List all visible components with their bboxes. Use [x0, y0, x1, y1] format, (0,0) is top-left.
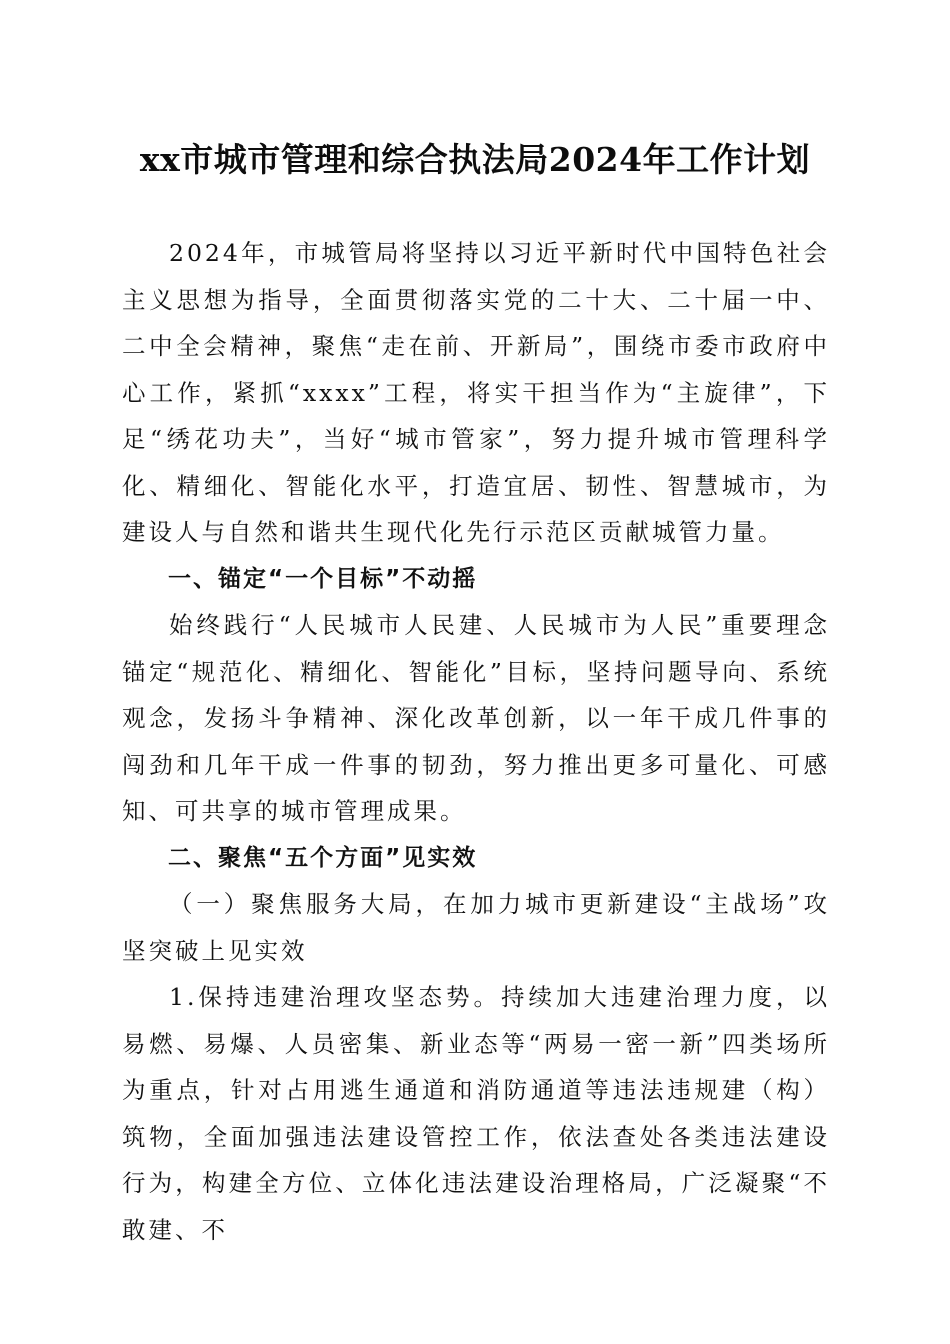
- document-title: xx市城市管理和综合执法局2024年工作计划: [139, 140, 811, 179]
- section-heading-2: 二、聚焦“五个方面”见实效: [168, 844, 478, 871]
- document-body: [122, 230, 830, 1253]
- section-1-paragraph: 始终践行“人民城市人民建、人民城市为人民”重要理念锚定“规范化、精细化、智能化”目标，坚持问题导向、系统观念，发扬斗争精神、深化改革创新，以一年干成几件事的闯劲和几年干成一件事的韧劲，努力推出更多可量化、可感知、可共享的城市管理成果。: [122, 611, 830, 825]
- intro-paragraph: 2024年，市城管局将坚持以习近平新时代中国特色社会主义思想为指导，全面贯彻落实党的二十大、二十届一中、二中全会精神，聚焦“走在前、开新局”，围绕市委市政府中心工作，紧抓“xxxx”工程，将实干担当作为“主旋律”，下足“绣花功夫”，当好“城市管家”，努力提升城市管理科学化、精细化、智能化水平，打造宜居、韧性、智慧城市，为建设人与自然和谐共生现代化先行示范区贡献城管力量。: [122, 239, 830, 546]
- item-1-paragraph: 1.保持违建治理攻坚态势。持续加大违建治理力度，以易燃、易爆、人员密集、新业态等“两易一密一新”四类场所为重点，针对占用逃生通道和消防通道等违法违规建（构）筑物，全面加强违法建设管控工作，依法查处各类违法建设行为，构建全方位、立体化违法建设治理格局，广泛凝聚“不敢建、不: [122, 983, 830, 1244]
- subsection-heading-1: （一）聚焦服务大局，在加力城市更新建设“主战场”攻坚突破上见实效: [122, 890, 830, 965]
- section-heading-1: 一、锚定“一个目标”不动摇: [168, 565, 478, 592]
